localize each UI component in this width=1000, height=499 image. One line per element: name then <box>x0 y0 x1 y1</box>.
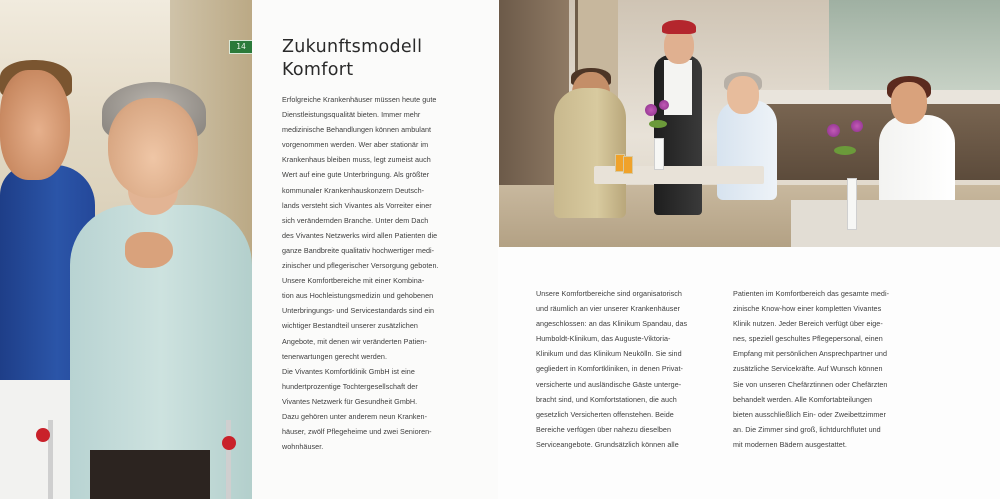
text-line: an. Die Zimmer sind groß, lichtdurchflutet und <box>733 424 881 434</box>
juice-glass <box>623 156 633 174</box>
text-line: und räumlich an vier unserer Krankenhäuser <box>536 304 680 314</box>
patient-skirt <box>90 450 210 499</box>
text-line: Humboldt-Klinikum, das Auguste-Viktoria- <box>536 334 671 344</box>
intro-text <box>282 92 492 454</box>
text-line: Klinik nutzen. Jeder Bereich verfügt über eige- <box>733 319 883 329</box>
text-line: lands versteht sich Vivantes als Vorreiter einer <box>282 200 432 210</box>
text-line: wichtiger Bestandteil unserer zusätzlichen <box>282 321 418 331</box>
orchid-flower <box>659 100 669 110</box>
text-line: hundertprozentige Tochtergesellschaft der <box>282 381 418 391</box>
text-line: angeschlossen: an das Klinikum Spandau, das <box>536 319 688 329</box>
text-line: Sie von unseren Chefärztinnen oder Chefärzten <box>733 379 888 389</box>
page-title-line: Zukunftsmodell <box>282 37 423 57</box>
guest-woman-2-top <box>879 115 955 205</box>
flower-vase <box>654 138 664 170</box>
photo-nurse-and-patient <box>0 0 252 499</box>
nurse-face <box>0 70 70 180</box>
text-line: Dazu gehören unter anderem neun Kranken- <box>282 411 428 421</box>
text-line: behandelt werden. Alle Komfortabteilungen <box>733 394 873 404</box>
text-line: zinischer und pflegerischer Versorgung geboten. <box>282 261 439 271</box>
guest-woman-blouse <box>717 100 777 200</box>
text-line: kommunaler Krankenhauskonzern Deutsch- <box>282 185 425 195</box>
text-line: Klinikum und das Klinikum Neukölln. Sie sind <box>536 349 682 359</box>
orchid-leaf <box>834 146 856 155</box>
text-line: Wert auf eine gute Unterbringung. Als größter <box>282 170 430 180</box>
text-line: zinische Know-how einer kompletten Vivantes <box>733 304 882 314</box>
guest-man-jacket <box>554 88 626 218</box>
cafe-table-front <box>791 200 1000 247</box>
text-line: Unsere Komfortbereiche sind organisatorisch <box>536 289 682 298</box>
text-line: Patienten im Komfortbereich das gesamte medi- <box>733 289 890 298</box>
text-line: Empfang mit persönlichen Ansprechpartner und <box>733 349 888 359</box>
text-line: medizinische Behandlungen können ambulant <box>282 125 432 135</box>
patient-hand <box>125 232 173 268</box>
page-title <box>282 36 482 82</box>
orchid-flower <box>851 120 863 132</box>
text-line: Unterbringungs- und Servicestandards sind ein <box>282 306 435 316</box>
text-line: Dienstleistungsqualität bieten. Immer mehr <box>282 110 421 120</box>
guest-woman-face <box>727 76 759 114</box>
text-line: bracht sind, und Komfortstationen, die auch <box>536 394 677 404</box>
text-line: wohnhäuser. <box>282 442 324 452</box>
waiter-cap <box>662 20 696 34</box>
text-line: ganze Bandbreite qualitativ hochwertiger medi- <box>282 245 435 255</box>
nurse-trousers <box>0 380 70 499</box>
text-line: häuser, zwölf Pflegeheime und zwei Senioren- <box>282 427 432 437</box>
orchid-leaf <box>649 120 667 128</box>
guest-woman-2-face <box>891 82 927 124</box>
text-line: Angebote, mit denen wir veränderten Patien- <box>282 336 427 346</box>
text-line: gegliedert in Komfortkliniken, in denen Privat- <box>536 364 683 374</box>
page-title-line: Komfort <box>282 60 354 80</box>
text-line: des Vivantes Netzwerks wird allen Patienten die <box>282 230 438 240</box>
text-line: nes, speziell geschultes Pflegepersonal, einen <box>733 334 883 344</box>
text-line: mit modernen Bädern ausgestattet. <box>733 439 847 449</box>
text-line: tion aus Hochleistungsmedizin und gehobenen <box>282 291 434 301</box>
text-line: gesetzlich Versicherten offenstehen. Beide <box>536 409 674 419</box>
text-line: versicherte und ausländische Gäste unterge- <box>536 379 682 389</box>
text-line: sich verändernden Branche. Unter dem Dach <box>282 215 429 225</box>
text-line: Bereiche verfügen über nahezu dieselben <box>536 424 672 434</box>
text-line: zusätzliche Servicekräfte. Auf Wunsch können <box>733 364 883 374</box>
text-line: Serviceangebote. Grundsätzlich können alle <box>536 439 679 449</box>
orchid-flower <box>645 104 657 116</box>
room-number-sign: 14 <box>229 40 252 54</box>
photo-lounge-cafe <box>499 0 1000 247</box>
text-line: Die Vivantes Komfortklinik GmbH ist eine <box>282 366 415 376</box>
buffet-counter-top <box>744 90 1000 104</box>
text-line: bieten ausschließlich Ein- oder Zweibettzimmer <box>733 409 886 419</box>
crutch-right-grip <box>222 436 236 450</box>
patient-face <box>108 98 198 198</box>
text-line: Erfolgreiche Krankenhäuser müssen heute gute <box>282 95 437 104</box>
text-column-right <box>733 286 923 452</box>
text-line: Vivantes Netzwerk für Gesundheit GmbH. <box>282 396 418 406</box>
crutch-right <box>226 420 231 499</box>
text-line: vorgenommen werden. Wer aber stationär im <box>282 140 429 150</box>
text-line: Krankenhaus bleiben muss, legt zumeist auch <box>282 155 431 165</box>
flower-vase <box>847 178 857 230</box>
text-column-left <box>536 286 724 452</box>
orchid-flower <box>827 124 840 137</box>
crutch-left-grip <box>36 428 50 442</box>
text-line: tenerwartungen gerecht werden. <box>282 351 387 361</box>
buffet-counter <box>744 100 1000 180</box>
text-line: Unsere Komfortbereiche mit einer Kombina- <box>282 276 425 286</box>
